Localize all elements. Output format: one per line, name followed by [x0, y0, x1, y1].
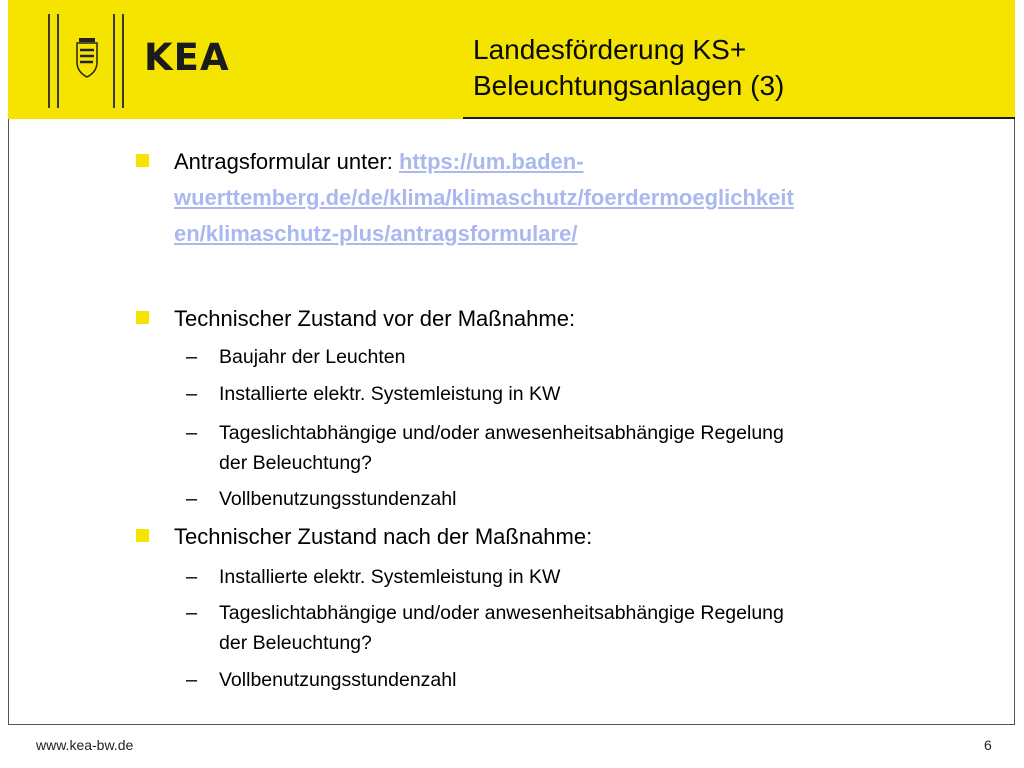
page-number: 6	[984, 737, 992, 753]
sub-item: Installierte elektr. Systemleistung in KW	[219, 566, 561, 588]
dash-bullet: –	[186, 422, 198, 444]
footer-url: www.kea-bw.de	[36, 737, 134, 753]
sub-item-continuation: der Beleuchtung?	[219, 452, 372, 474]
dash-bullet: –	[186, 669, 198, 691]
bullet-square-icon	[136, 529, 149, 542]
dash-bullet: –	[186, 488, 198, 510]
sub-item: Installierte elektr. Systemleistung in KW	[219, 383, 561, 405]
brand-logo-text: KEA	[144, 36, 230, 79]
dash-bullet: –	[186, 346, 198, 368]
bullet-item-state-before: Technischer Zustand vor der Maßnahme:	[174, 306, 576, 331]
application-form-link-line-3-wrap	[174, 219, 577, 249]
sub-item-continuation: der Beleuchtung?	[219, 632, 372, 654]
application-form-link-line-1[interactable]: https://um.baden-	[398, 149, 584, 174]
dash-bullet: –	[186, 566, 198, 588]
dash-bullet: –	[186, 602, 198, 624]
sub-item: Baujahr der Leuchten	[219, 346, 406, 368]
application-form-link-line-2-wrap	[174, 183, 794, 213]
slide-title	[473, 32, 784, 104]
coat-of-arms-icon	[76, 38, 98, 78]
sub-item: Tageslichtabhängige und/oder anwesenheitsabhängige Regelung	[219, 602, 784, 624]
sub-item: Vollbenutzungsstundenzahl	[219, 488, 457, 510]
sub-item: Tageslichtabhängige und/oder anwesenheitsabhängige Regelung	[219, 422, 784, 444]
application-form-link-line-2[interactable]: wuerttemberg.de/de/klima/klimaschutz/foerdermoeglichkeit	[174, 185, 794, 210]
application-form-link-line-3[interactable]: en/klimaschutz-plus/antragsformulare/	[174, 221, 578, 246]
application-form-label: Antragsformular unter:	[174, 149, 399, 174]
slide-title-line-1: Landesförderung KS+	[473, 34, 747, 65]
dash-bullet: –	[186, 383, 198, 405]
bullet-square-icon	[136, 311, 149, 324]
bullet-item-state-after: Technischer Zustand nach der Maßnahme:	[174, 524, 593, 549]
header-bar	[8, 0, 1015, 119]
bullet-square-icon	[136, 154, 149, 167]
slide-title-line-2: Beleuchtungsanlagen (3)	[473, 70, 785, 101]
sub-item: Vollbenutzungsstundenzahl	[219, 669, 457, 691]
bullet-item-application-form	[174, 147, 584, 177]
